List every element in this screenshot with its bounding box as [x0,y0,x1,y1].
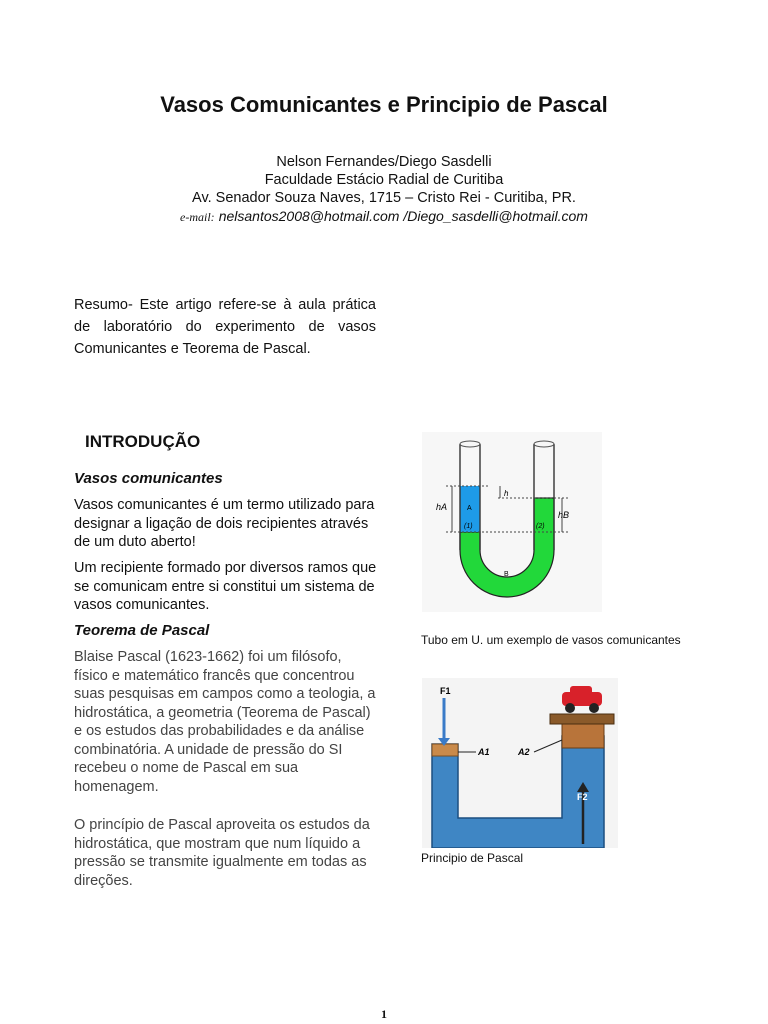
label-a1: A1 [478,747,490,757]
label-a2: A2 [518,747,530,757]
page-number: 1 [381,1007,387,1021]
label-f2: F2 [577,792,588,802]
figure2-caption: Principio de Pascal [421,851,524,865]
label-point-2: (2) [536,523,545,530]
piston-platform [550,714,614,724]
author-names: Nelson Fernandes/Diego Sasdelli [276,154,492,170]
author-institution: Faculdade Estácio Radial de Curitiba [264,172,504,188]
author-address: Av. Senador Souza Naves, 1715 – Cristo Rei - Curitiba, PR. [192,190,576,206]
figure1-caption: Tubo em U. um exemplo de vasos comunicantes [421,633,681,647]
label-b: B [504,571,509,578]
label-ha: hA [436,502,448,512]
subheading-teorema-pascal: Teorema de Pascal [74,622,210,639]
paragraph-vasos-1: Vasos comunicantes é um termo utilizado para designar a ligação de dois recipientes através de um duto aberto! [74,497,375,550]
pascal-press-figure [422,678,618,848]
abstract: Resumo- Este artigo refere-se à aula prática de laboratório do experimento de vasos Comunicantes e Teorema de Pascal. [74,297,376,357]
label-a: A [467,505,472,512]
email-label: e-mail: [180,210,215,224]
label-hb: hB [558,510,570,520]
car-wheel-front [589,703,599,713]
u-tube-figure [422,432,602,612]
paragraph-pascal-principle: O princípio de Pascal aproveita os estudos da hidrostática, que mostram que num líquido a pressão se transmite igualmente em todas as direções. [74,817,370,889]
large-piston [562,724,604,748]
subheading-vasos-comunicantes: Vasos comunicantes [74,470,223,487]
label-h: h [504,489,509,498]
paragraph-vasos-2: Um recipiente formado por diversos ramos que se comunicam entre si constitui um sistema de vasos comunicantes. [74,560,377,613]
car-roof [570,686,592,695]
label-f1: F1 [440,686,451,696]
label-point-1: (1) [464,523,473,530]
small-piston [432,744,458,756]
paper-title: Vasos Comunicantes e Principio de Pascal [160,92,608,117]
author-block [0,153,768,226]
author-emails[interactable]: nelsantos2008@hotmail.com /Diego_sasdelli@hotmail.com [218,208,588,224]
paragraph-pascal-bio: Blaise Pascal (1623-1662) foi um filósofo, físico e matemático francês que concentrou suas pesquisas em campos como a teologia, a hidrostática, a geometria (Teorema de Pascal) e os estudos das probabilidades e da análise combinatória. A unidade de pressão do SI recebeu o nome de Pascal em sua homenagem. [74,649,376,795]
section-heading-introducao: INTRODUÇÃO [85,432,201,451]
car-wheel-rear [565,703,575,713]
author-email-line [0,207,768,226]
